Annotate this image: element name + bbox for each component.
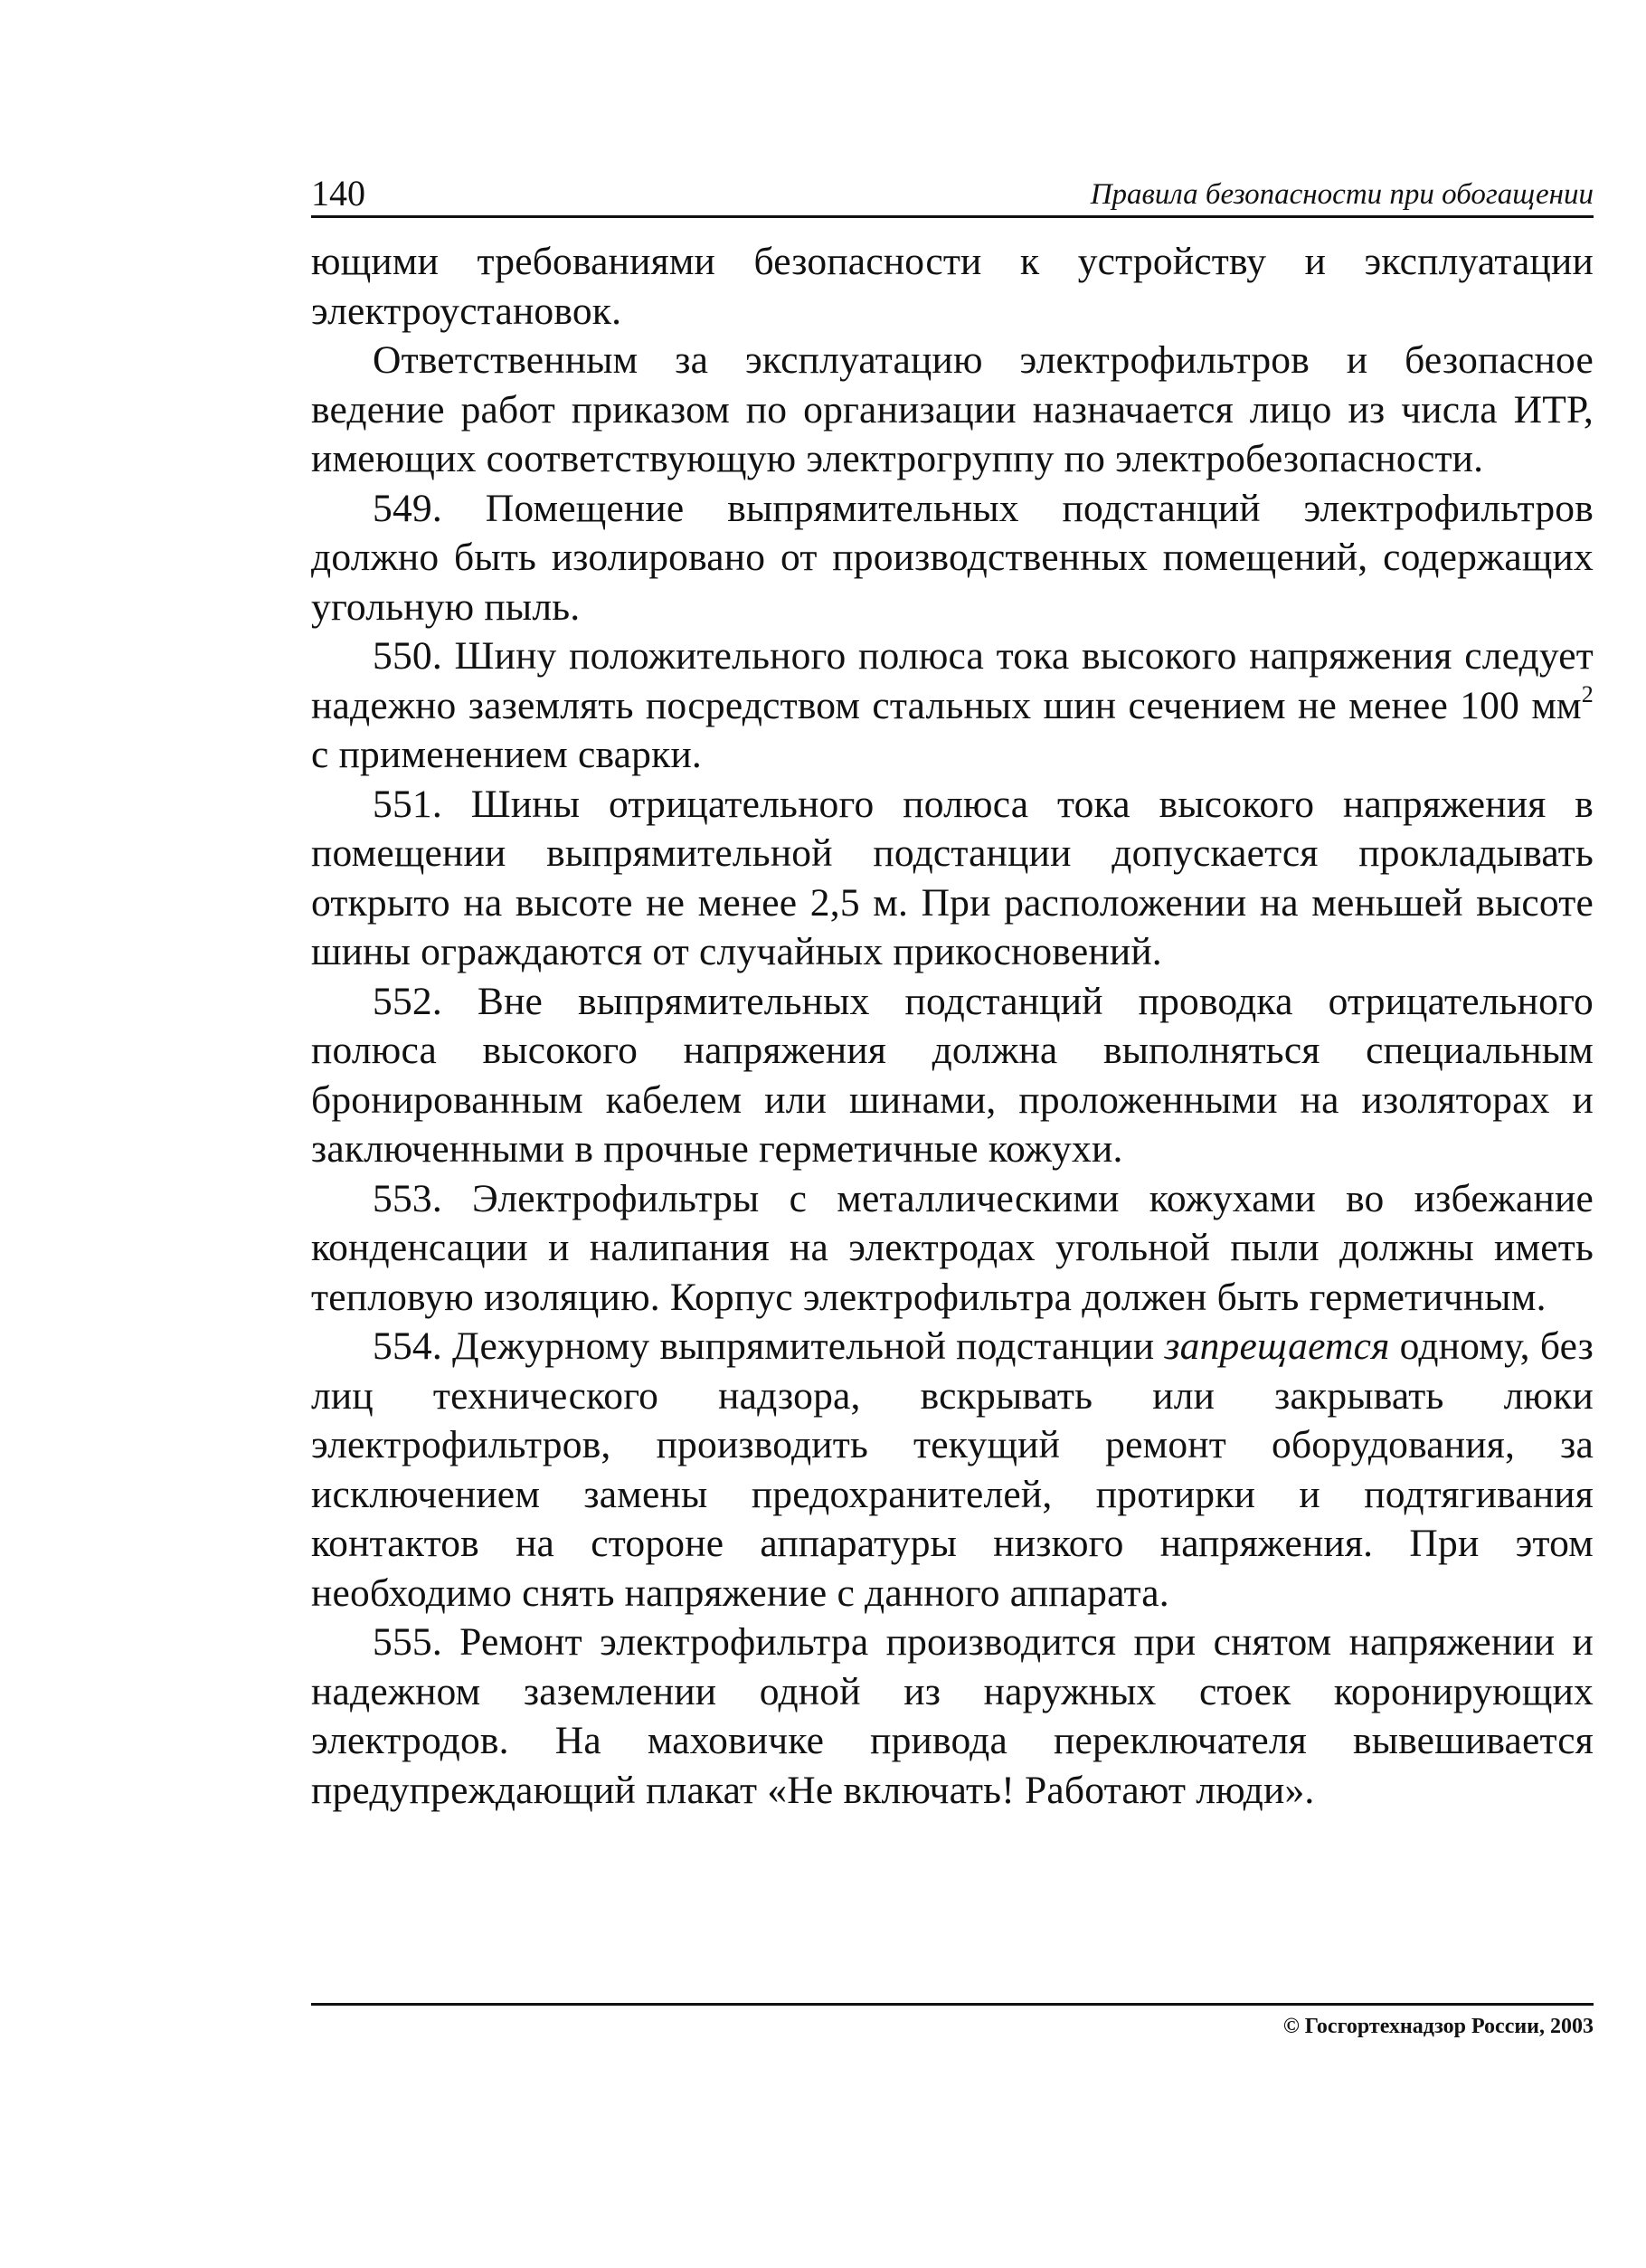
clause-553: 553. Электрофильтры с металлическими кожухами во избежание конденсации и налипания на электродах угольной пыли должны иметь тепловую изоляцию. Корпус электрофильтра должен быть герметичным. [311,1176,1594,1319]
running-title: Правила безопасности при обогащении [1090,178,1594,211]
emphasis-word: запрещается [1164,1324,1390,1368]
body-text [311,237,1594,1815]
footer-rule [311,2003,1594,2006]
clause-551: 551. Шины отрицательного полюса тока высокого напряжения в помещении выпрямительной подстанции допускается прокладывать открыто на высоте не менее 2,5 м. При расположении на меньшей высоте шины ограждаются от случайных прикосновений. [311,782,1594,973]
clause-555: 555. Ремонт электрофильтра производится при снятом напряжении и надежном заземлении одной из наружных стоек коронирующих электродов. На маховичке привода переключателя вывешивается предупреждающий плакат «Не включать! Работают люди». [311,1620,1594,1812]
paragraph-continuation: ющими требованиями безопасности к устройству и эксплуатации электроустановок. [311,240,1594,333]
page-number: 140 [311,173,365,214]
copyright-footer: © Госгортехнадзор России, 2003 [1282,2015,1594,2038]
header-rule [311,215,1594,218]
paragraph-responsible: Ответственным за эксплуатацию электрофильтров и безопасное ведение работ приказом по организации назначается лицо из числа ИТР, имеющих соответствующую электрогруппу по электробезопасности. [311,338,1594,480]
clause-554 [311,1322,1594,1618]
clause-550-text: 550. Шину положительного полюса тока высокого напряжения следует надежно заземлять посредством стальных шин сечением не менее 100 мм [311,634,1594,727]
clause-554-text: 554. Дежурному выпрямительной подстанции [373,1324,1165,1368]
superscript: 2 [1581,680,1594,707]
document-page [311,0,1594,2268]
clause-550 [311,631,1594,780]
page-header [311,170,1594,215]
clause-552: 552. Вне выпрямительных подстанций проводка отрицательного полюса высокого напряжения должна выполняться специальным бронированным кабелем или шинами, проложенными на изоляторах и заключенными в прочные герметичные кожухи. [311,979,1594,1171]
clause-549: 549. Помещение выпрямительных подстанций электрофильтров должно быть изолировано от производственных помещений, содержащих угольную пыль. [311,486,1594,629]
clause-554-tail: одному, без лиц технического надзора, вскрывать или закрывать люки электрофильтров, производить текущий ремонт оборудования, за исключением замены предохранителей, протирки и подтягивания контактов на стороне аппаратуры низкого напряжения. При этом необходимо снять напряжение с данного аппарата. [311,1324,1594,1615]
clause-550-tail: с применением сварки. [311,733,702,776]
